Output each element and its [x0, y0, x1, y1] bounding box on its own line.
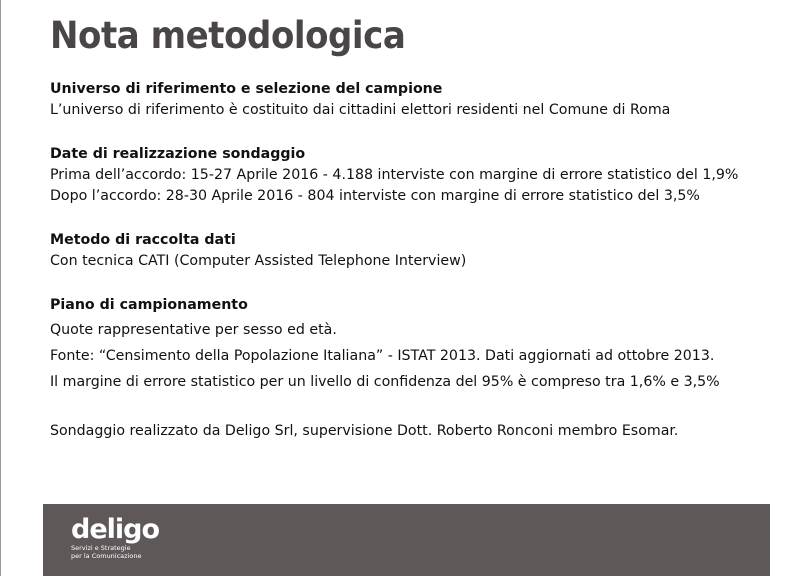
- logo-wordmark: deligo: [71, 514, 160, 545]
- piano-margine: Il margine di errore statistico per un livello di confidenza del 95% è compreso tra 1,6% e 3,5%: [50, 374, 720, 390]
- date-heading: Date di realizzazione sondaggio: [50, 146, 306, 162]
- credit-line: Sondaggio realizzato da Deligo Srl, supervisione Dott. Roberto Ronconi membro Esomar.: [50, 423, 679, 439]
- section-date: [50, 144, 770, 207]
- piano-fonte: Fonte: “Censimento della Popolazione Italiana” - ISTAT 2013. Dati aggiornati ad ottobre 2013.: [50, 348, 715, 364]
- page-title: Nota metodologica: [50, 14, 406, 57]
- universo-heading: Universo di riferimento e selezione del campione: [50, 81, 443, 97]
- date-dopo: Dopo l’accordo: 28-30 Aprile 2016 - 804 interviste con margine di errore statistico del 3,5%: [50, 188, 700, 204]
- date-prima: Prima dell’accordo: 15-27 Aprile 2016 - 4.188 interviste con margine di errore statistico del 1,9%: [50, 167, 739, 183]
- piano-heading: Piano di campionamento: [50, 297, 248, 313]
- deligo-logo: [71, 516, 159, 560]
- footer-bar: [43, 504, 770, 576]
- metodo-text: Con tecnica CATI (Computer Assisted Telephone Interview): [50, 253, 467, 269]
- metodo-heading: Metodo di raccolta dati: [50, 232, 236, 248]
- universo-text: L’universo di riferimento è costituito dai cittadini elettori residenti nel Comune di Roma: [50, 102, 671, 118]
- section-universo: [50, 79, 770, 121]
- piano-quote: Quote rappresentative per sesso ed età.: [50, 322, 337, 338]
- left-border-line: [0, 0, 1, 576]
- section-metodo: [50, 230, 770, 272]
- logo-tagline-2: per la Comunicazione: [71, 552, 142, 560]
- logo-tagline-1: Servizi e Strategie: [71, 544, 131, 552]
- section-piano: [50, 295, 770, 395]
